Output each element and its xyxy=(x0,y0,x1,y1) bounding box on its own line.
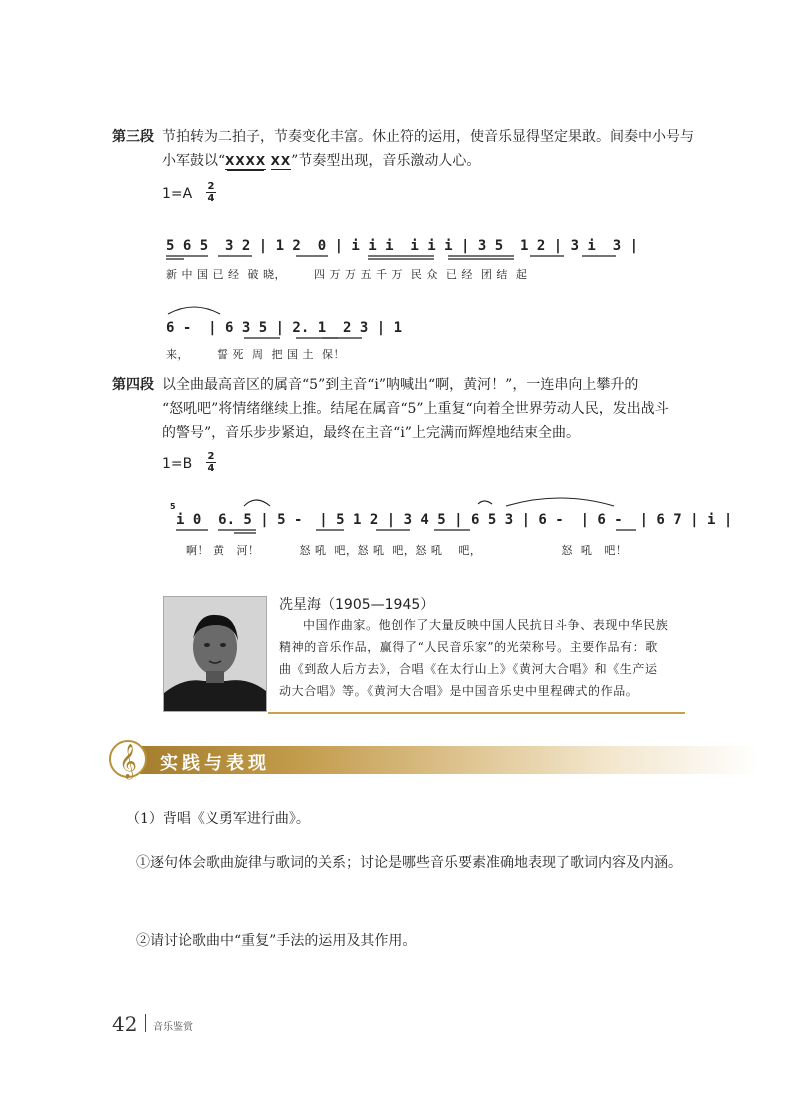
score-line-2-lyrics: 来， 誓 死 周 把 国 土 保！ xyxy=(166,348,345,361)
key-signature-a: 1=A xyxy=(162,186,193,202)
practice-banner-title: 实践与表现 xyxy=(160,753,270,774)
score-line-1-lyrics: 新 中 国 已 经 破 晓， 四 万 万 五 千 万 民 众 已 经 团 结 起 xyxy=(166,268,528,281)
practice-item-1: （1）背唱《义勇军进行曲》。 xyxy=(126,811,310,827)
time-signature-a xyxy=(206,182,216,203)
score-line-2-marks xyxy=(162,314,402,346)
bio-text xyxy=(279,614,679,702)
portrait-illustration xyxy=(164,597,266,711)
bio-line: 曲《到敌人后方去》，合唱《在太行山上》《黄河大合唱》和《生产运 xyxy=(279,662,658,676)
svg-text:𝄞: 𝄞 xyxy=(119,744,137,779)
section4-label: 第四段 xyxy=(112,377,154,393)
page-number: 42 xyxy=(112,1012,138,1036)
rhythm-pattern-a: XXXX xyxy=(225,154,267,168)
slur-curve xyxy=(168,307,220,314)
bio-line: 中国作曲家。他创作了大量反映中国人民抗日斗争、表现中华民族 xyxy=(303,618,669,632)
score-line-3-marks xyxy=(172,506,692,538)
score-line-3-lyrics: 啊！ 黄 河！ 怒 吼 吧，怒 吼 吧，怒 吼 吧， 怒 吼 吧！ xyxy=(186,544,628,557)
time-signature-b xyxy=(206,452,216,473)
time-sig-bottom: 4 xyxy=(207,463,215,474)
section3-text-line1: 节拍转为二拍子，节奏变化丰富。休止符的运用，使音乐显得坚定果敢。间奏中小号与 xyxy=(162,129,694,145)
score-line-1-notes: 5 6 5 3 2 | 1 2 0 | i i i i i i | 3 5 1 2 | 3 i 3 | xyxy=(166,238,639,254)
time-sig-bottom: 4 xyxy=(207,193,215,204)
rhythm-pattern-b: XX xyxy=(270,154,292,168)
bio-name: 冼星海（1905—1945） xyxy=(279,597,435,613)
section3-line2-pre: 小军鼓以“ xyxy=(162,153,226,169)
treble-clef-icon xyxy=(108,737,148,781)
bio-line: 动大合唱》等。《黄河大合唱》是中国音乐史中里程碑式的作品。 xyxy=(279,684,639,698)
portrait-photo xyxy=(163,596,267,712)
score-line-2-notes: 6 - | 6 3 5 | 2. 1 2 3 | 1 xyxy=(166,320,403,336)
key-signature-b: 1=B xyxy=(162,456,193,472)
bio-line: 精神的音乐作品，赢得了“人民音乐家”的光荣称号。主要作品有：歌 xyxy=(279,640,658,654)
section3-text-line2 xyxy=(162,150,480,173)
slur-curve xyxy=(478,501,492,504)
grace-note: 5 xyxy=(170,502,176,511)
time-sig-top: 2 xyxy=(207,451,215,462)
score-line-3-notes: i 0 6. 5 | 5 - | 5 1 2 | 3 4 5 | 6 5 3 | 6 - | 6 - | 6 7 | i | xyxy=(176,512,733,528)
book-title: 音乐鉴赏 xyxy=(153,1022,193,1033)
section4-text-line2: “怒吼吧”将情绪继续上推。结尾在属音“5”上重复“向着全世界劳动人民，发出战斗 xyxy=(162,401,669,417)
practice-item-3: ②请讨论歌曲中“重复”手法的运用及其作用。 xyxy=(136,933,417,949)
score-line-1-marks xyxy=(162,232,682,264)
bio-underline-rule xyxy=(268,712,685,714)
slur-curve xyxy=(506,498,614,506)
footer-divider xyxy=(145,1014,146,1032)
section4-text-line3: 的警号”，音乐步步紧迫，最终在主音“i”上完满而辉煌地结束全曲。 xyxy=(162,425,580,441)
section3-line2-post: ”节奏型出现，音乐激动人心。 xyxy=(291,153,481,169)
time-sig-top: 2 xyxy=(207,181,215,192)
practice-item-2: ①逐句体会歌曲旋律与歌词的关系；讨论是哪些音乐要素准确地表现了歌词内容及内涵。 xyxy=(136,855,682,871)
section3-label: 第三段 xyxy=(112,129,154,145)
section4-text-line1: 以全曲最高音区的属音“5”到主音“i”呐喊出“啊，黄河！”，一连串向上攀升的 xyxy=(162,377,639,393)
